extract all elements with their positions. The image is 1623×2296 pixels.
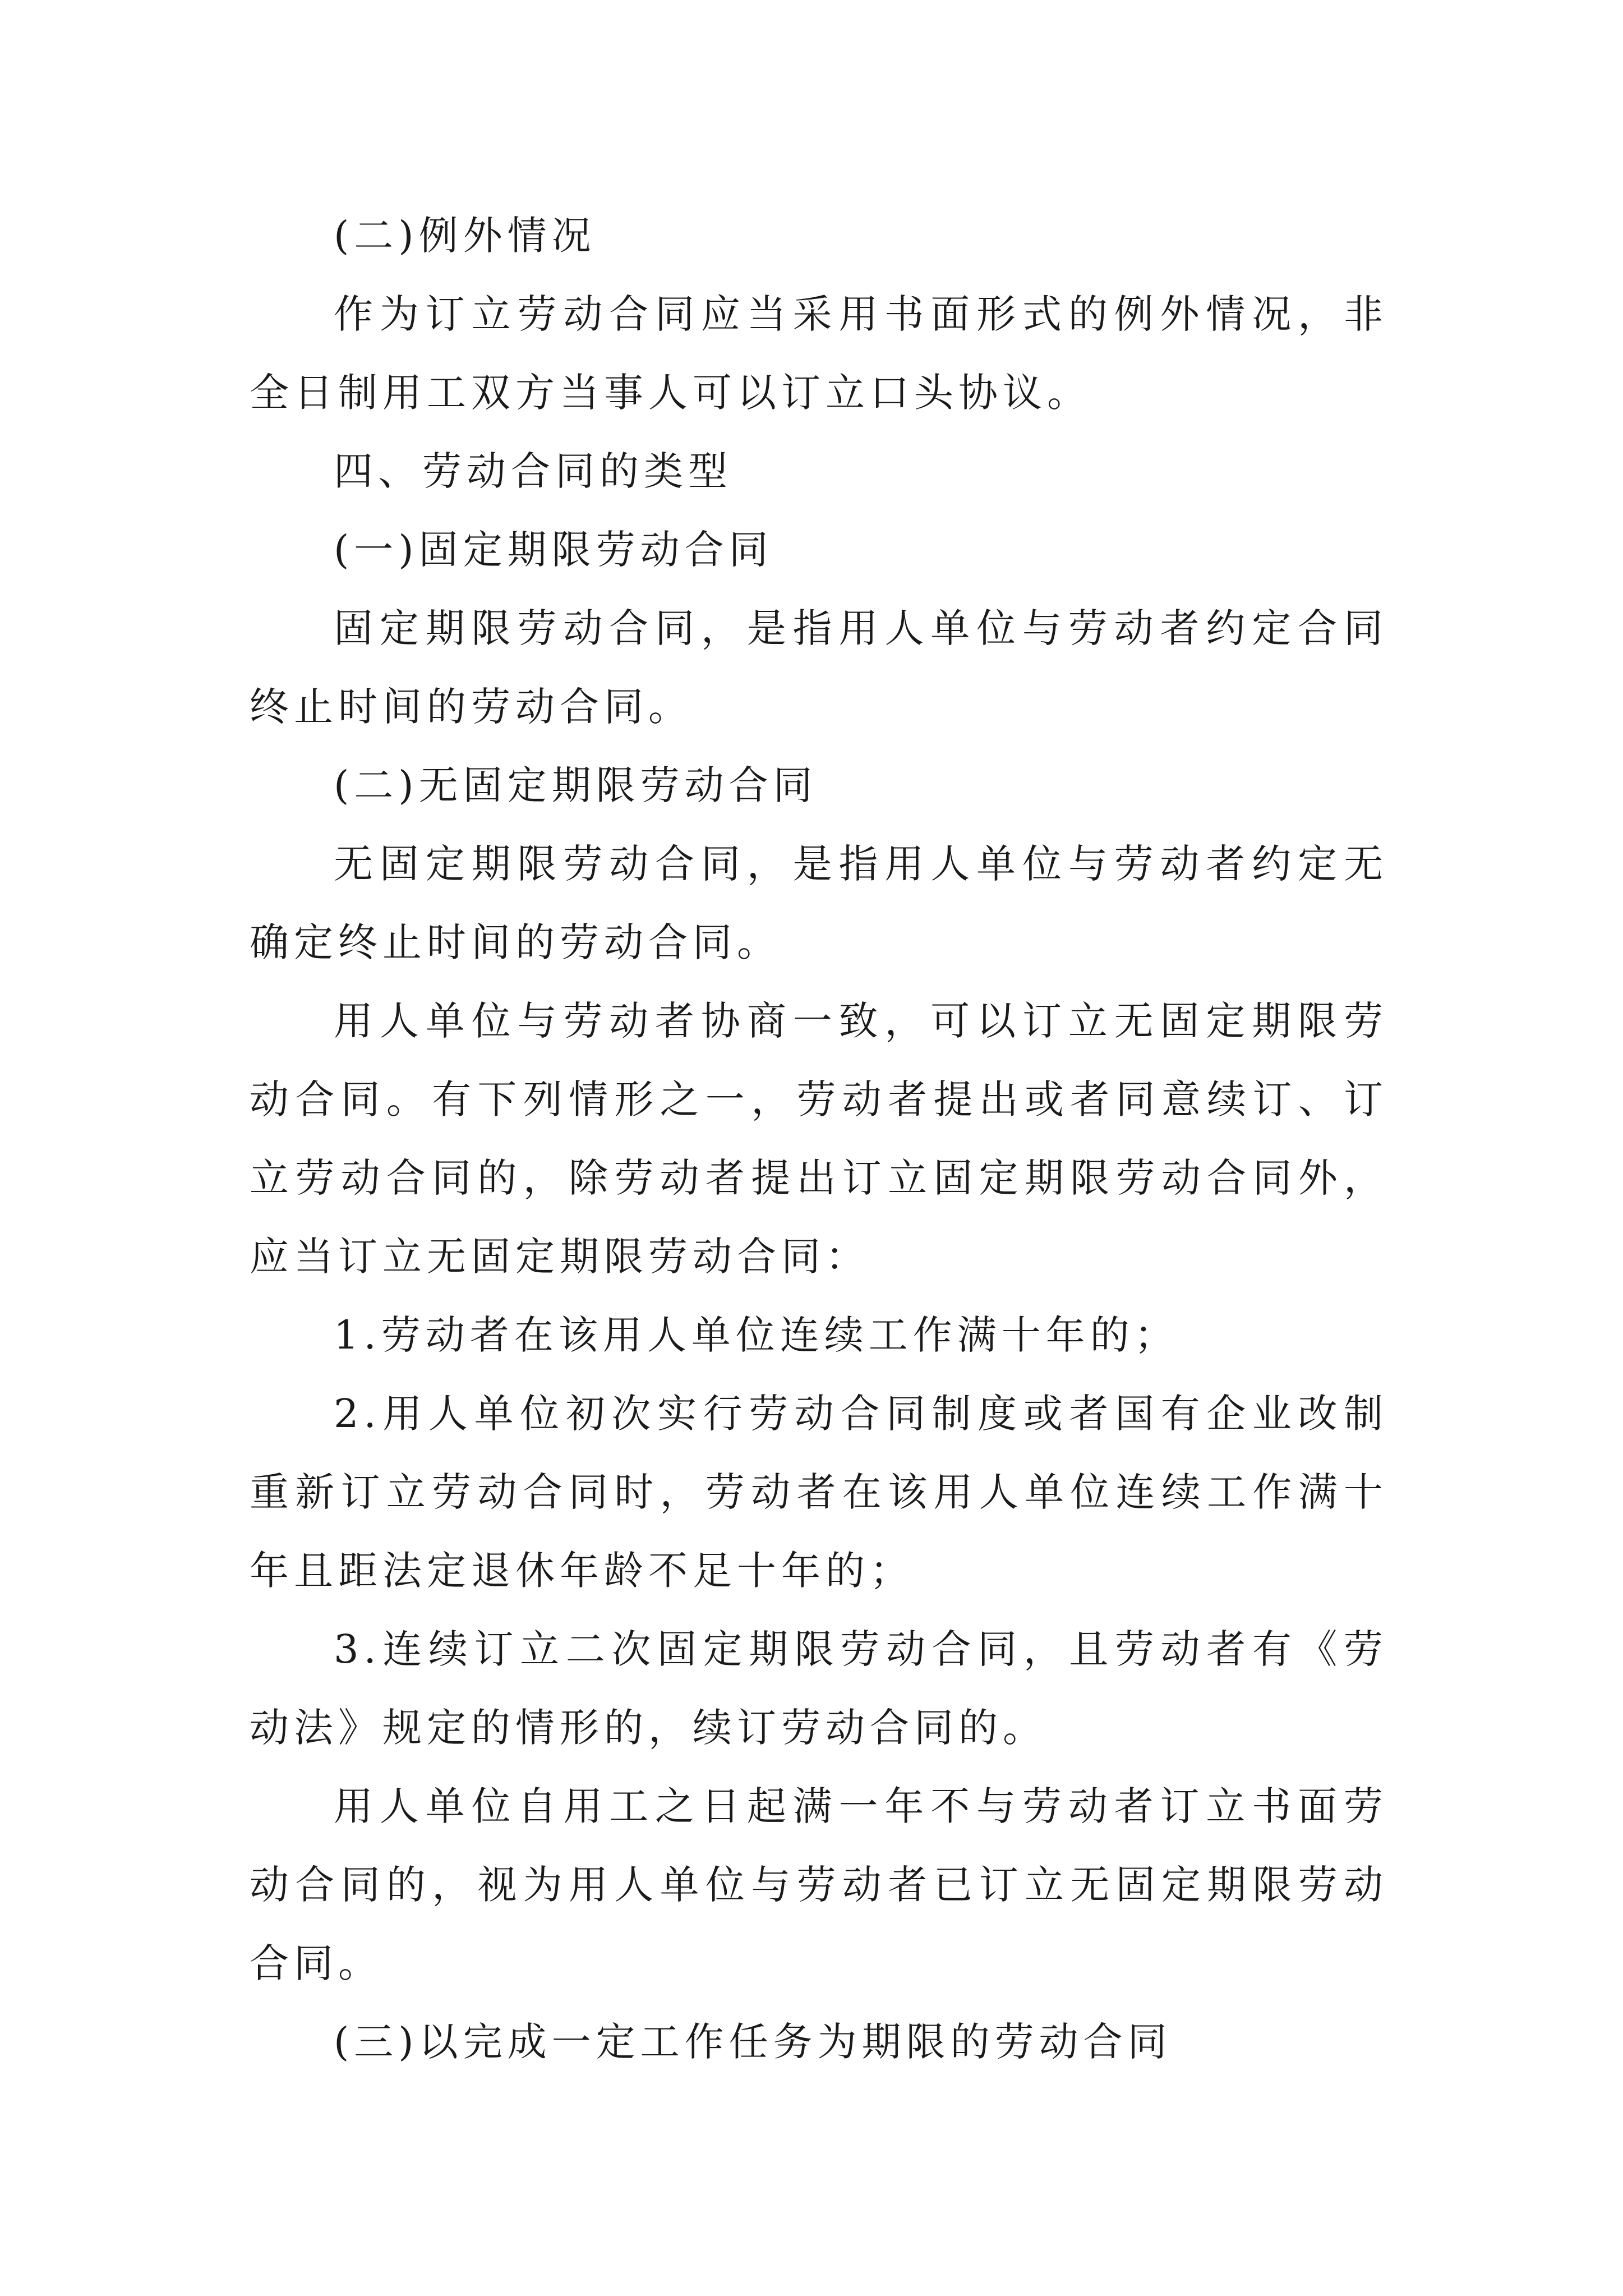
document-body xyxy=(250,196,1388,2081)
list-item-1: 1.劳动者在该用人单位连续工作满十年的； xyxy=(334,1312,1179,1358)
list-item-2: 2.用人单位初次实行劳动合同制度或者国有企业改制重新订立劳动合同时，劳动者在该用人单位连续工作满十年且距法定退休年龄不足十年的； xyxy=(250,1391,1388,1594)
subheading-task-based: (三)以完成一定工作任务为期限的劳动合同 xyxy=(334,2019,1172,2065)
paragraph-open-ended-conditions: 用人单位与劳动者协商一致，可以订立无固定期限劳动合同。有下列情形之一，劳动者提出或者同意续订、订立劳动合同的，除劳动者提出订立固定期限劳动合同外，应当订立无固定期限劳动合同： xyxy=(250,998,1388,1280)
subheading-exceptions: (二)例外情况 xyxy=(334,213,596,259)
list-item-3: 3.连续订立二次固定期限劳动合同，且劳动者有《劳动法》规定的情形的，续订劳动合同的。 xyxy=(250,1626,1388,1751)
paragraph-fixed-term-definition: 固定期限劳动合同，是指用人单位与劳动者约定合同终止时间的劳动合同。 xyxy=(250,605,1388,730)
paragraph-open-ended-definition: 无固定期限劳动合同，是指用人单位与劳动者约定无确定终止时间的劳动合同。 xyxy=(250,841,1388,965)
paragraph-exception-detail: 作为订立劳动合同应当采用书面形式的例外情况，非全日制用工双方当事人可以订立口头协议。 xyxy=(250,291,1388,416)
paragraph-deemed-open-ended: 用人单位自用工之日起满一年不与劳动者订立书面劳动合同的，视为用人单位与劳动者已订立无固定期限劳动合同。 xyxy=(250,1783,1388,1986)
section-heading-contract-types: 四、劳动合同的类型 xyxy=(334,448,732,494)
subheading-open-ended: (二)无固定期限劳动合同 xyxy=(334,762,818,808)
subheading-fixed-term: (一)固定期限劳动合同 xyxy=(334,527,773,573)
